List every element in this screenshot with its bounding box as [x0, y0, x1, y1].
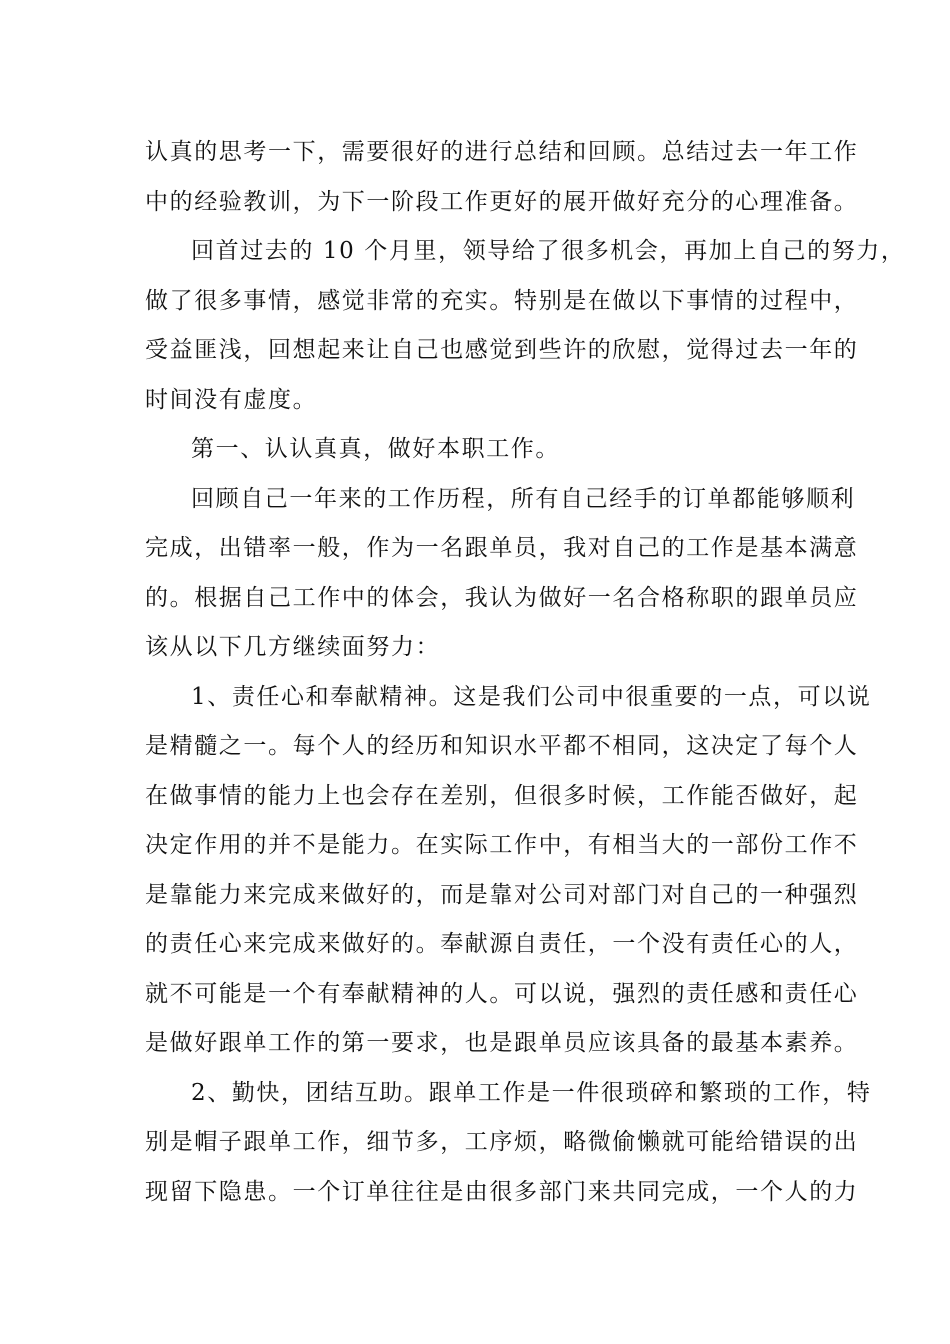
text-line: 的。根据自己工作中的体会，我认为做好一名合格称职的跟单员应 — [145, 584, 859, 611]
text-line: 中的经验教训，为下一阶段工作更好的展开做好充分的心理准备。 — [145, 188, 859, 215]
text-line: 2、勤快，团结互助。跟单工作是一件很琐碎和繁琐的工作，特 — [191, 1079, 872, 1106]
text-line: 是靠能力来完成来做好的，而是靠对公司对部门对自己的一种强烈 — [145, 881, 859, 908]
text-line: 认真的思考一下，需要很好的进行总结和回顾。总结过去一年工作 — [145, 139, 859, 165]
text-line: 完成，出错率一般，作为一名跟单员，我对自己的工作是基本满意 — [145, 535, 859, 561]
body-text — [145, 128, 906, 1217]
text-line: 在做事情的能力上也会存在差别，但很多时候，工作能否做好，起 — [145, 782, 859, 809]
text-line: 做了很多事情，感觉非常的充实。特别是在做以下事情的过程中， — [145, 287, 859, 314]
text-line: 是做好跟单工作的第一要求，也是跟单员应该具备的最基本素养。 — [145, 1030, 859, 1056]
text-line: 回首过去的 10 个月里，领导给了很多机会，再加上自己的努力， — [191, 238, 906, 264]
text-line: 1、责任心和奉献精神。这是我们公司中很重要的一点，可以说 — [191, 683, 872, 710]
text-line: 该从以下几方继续面努力： — [145, 634, 441, 660]
text-line: 第一、认认真真，做好本职工作。 — [191, 436, 560, 462]
text-line: 现留下隐患。一个订单往往是由很多部门来共同完成，一个人的力 — [145, 1178, 859, 1205]
text-line: 别是帽子跟单工作，细节多，工序烦，略微偷懒就可能给错误的出 — [145, 1129, 859, 1155]
text-line: 回顾自己一年来的工作历程，所有自己经手的订单都能够顺利 — [191, 485, 856, 512]
text-line: 就不可能是一个有奉献精神的人。可以说，强烈的责任感和责任心 — [145, 980, 859, 1007]
text-line: 决定作用的并不是能力。在实际工作中，有相当大的一部份工作不 — [145, 832, 859, 858]
text-line: 的责任心来完成来做好的。奉献源自责任，一个没有责任心的人， — [145, 931, 859, 957]
text-line: 受益匪浅，回想起来让自己也感觉到些许的欣慰，觉得过去一年的 — [145, 337, 859, 363]
text-line: 时间没有虚度。 — [145, 386, 318, 413]
text-line: 是精髓之一。每个人的经历和知识水平都不相同，这决定了每个人 — [145, 733, 859, 759]
